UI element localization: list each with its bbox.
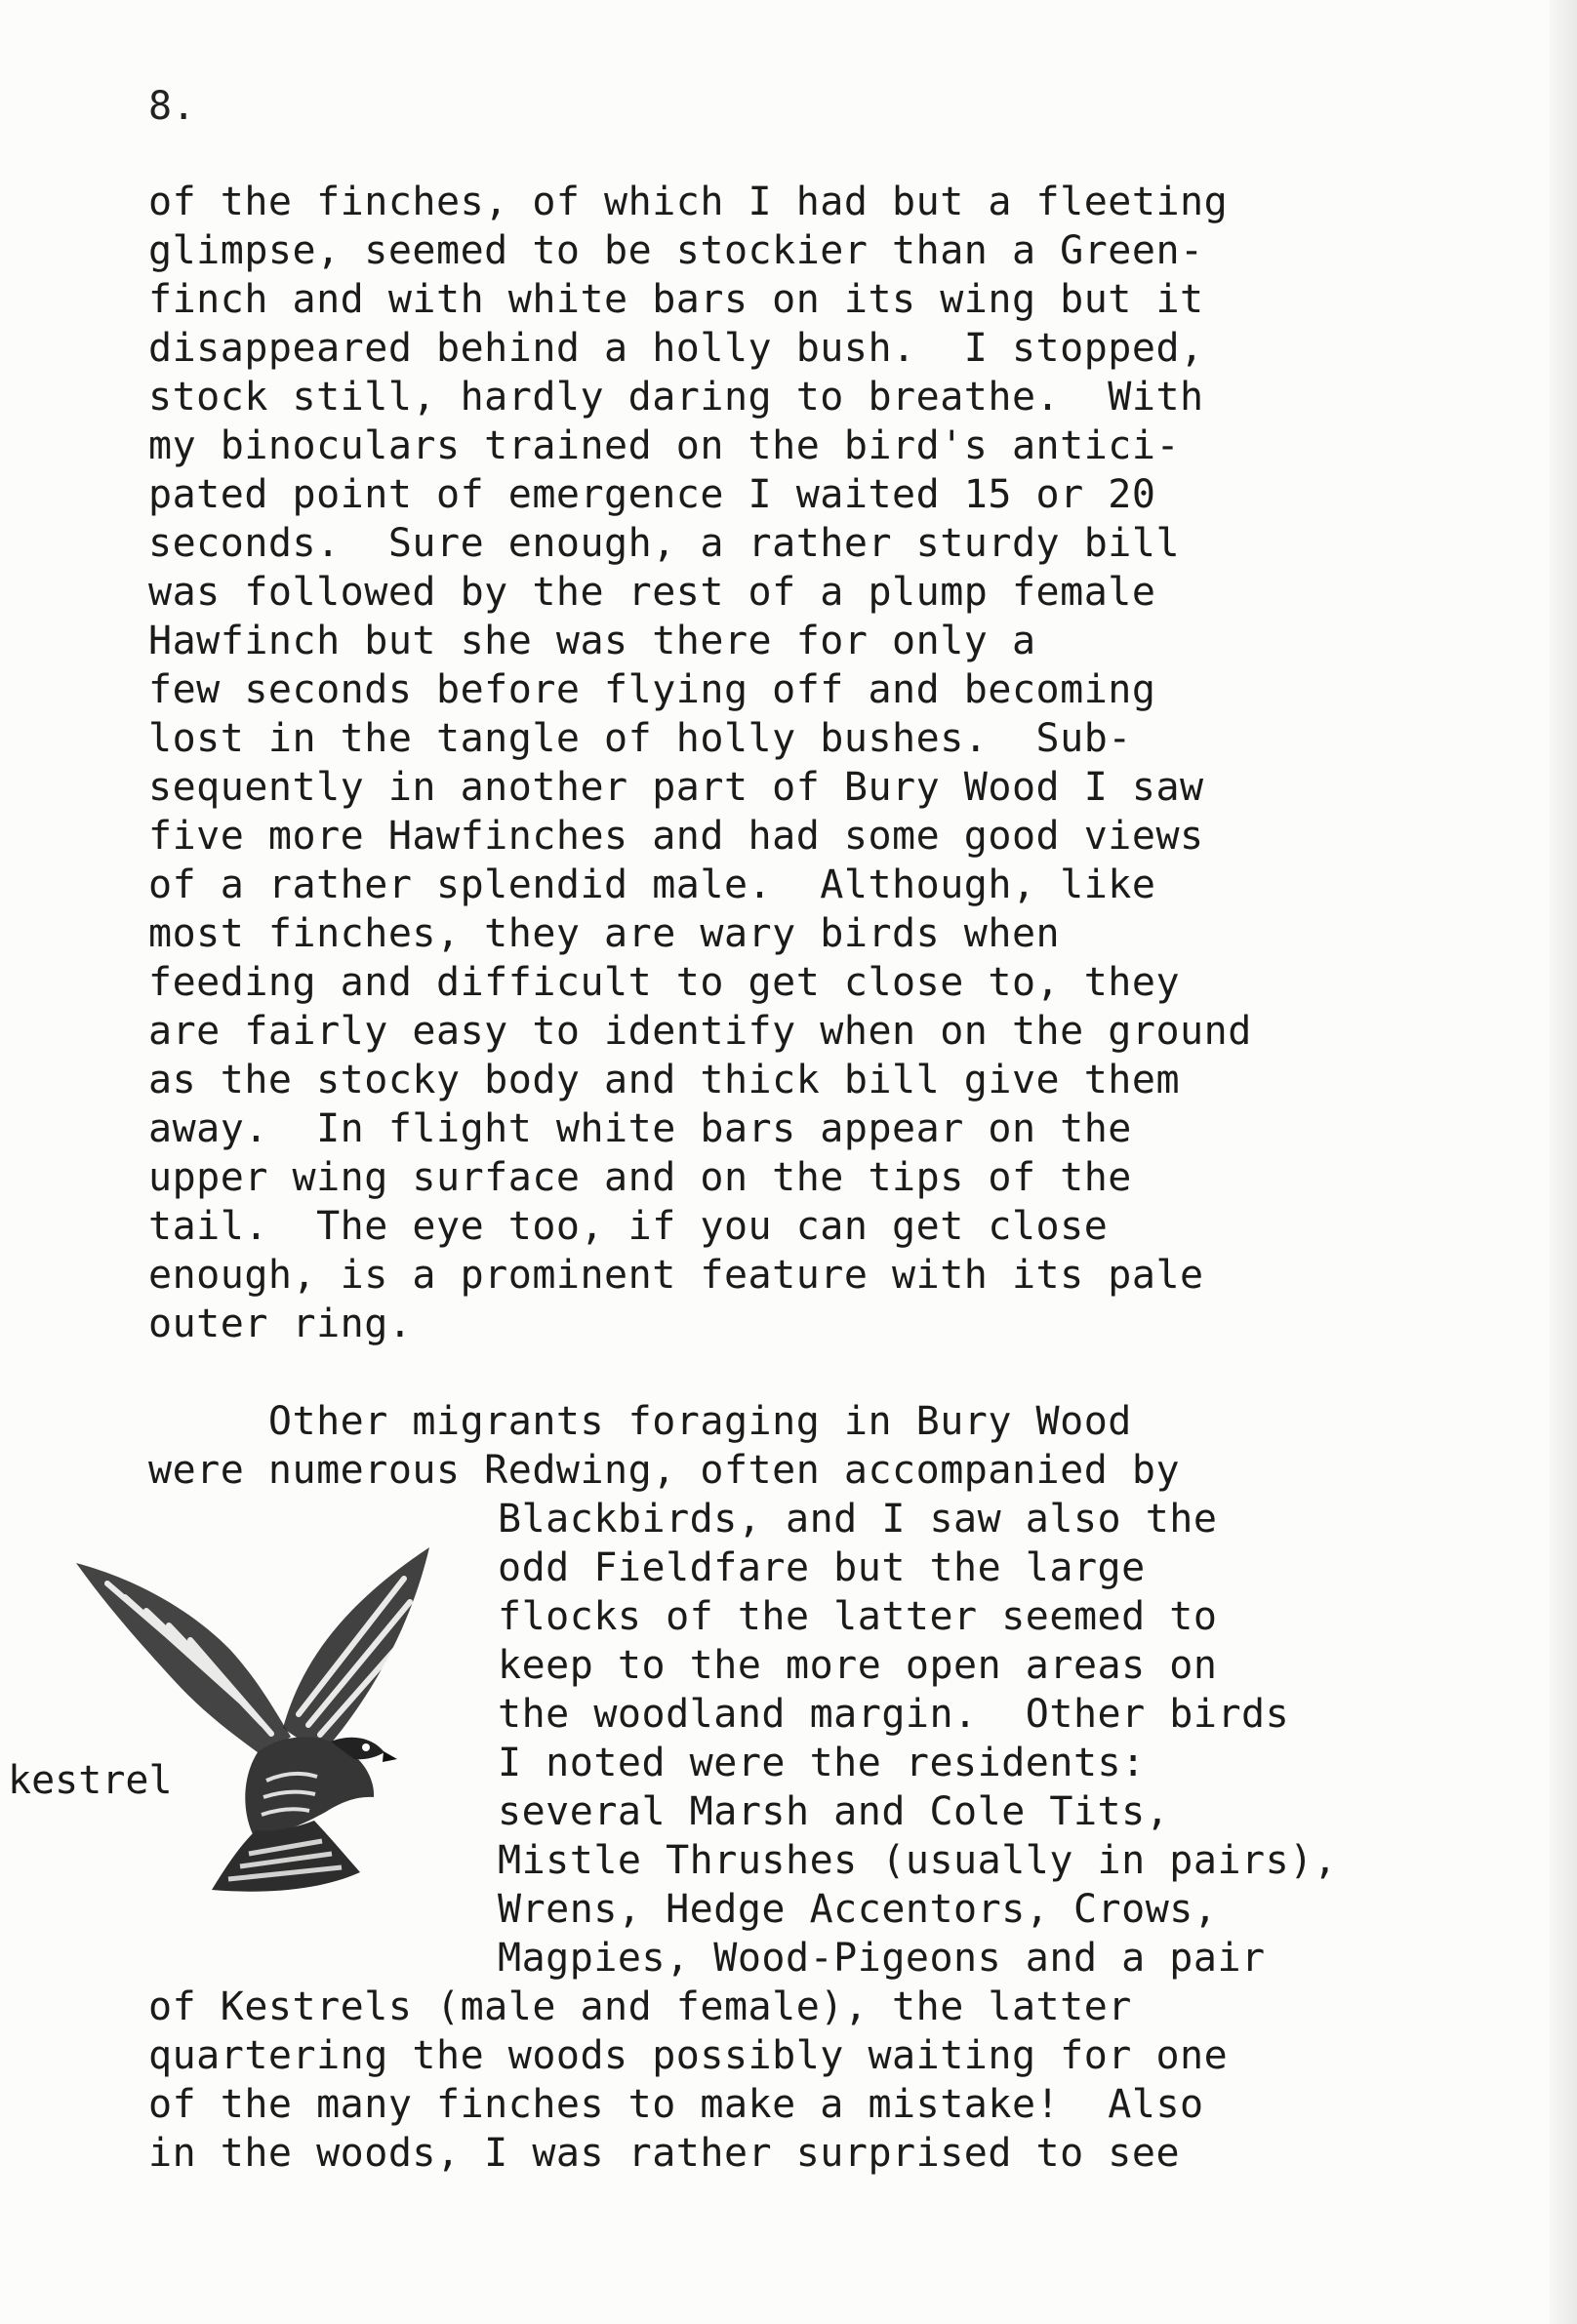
body-line-29: flocks of the latter seemed to [498, 1594, 1218, 1639]
body-line-1: of the finches, of which I had but a fleeting [148, 180, 1229, 224]
body-line-26: were numerous Redwing, often accompanied by [148, 1448, 1181, 1493]
body-line-33: several Marsh and Cole Tits, [498, 1789, 1170, 1834]
body-line-21: upper wing surface and on the tips of the [148, 1155, 1132, 1200]
body-line-30: keep to the more open areas on [498, 1643, 1218, 1688]
body-line-10: Hawfinch but she was there for only a [148, 619, 1036, 663]
body-line-3: finch and with white bars on its wing but it [148, 277, 1204, 322]
body-line-7: pated point of emergence I waited 15 or 20 [148, 472, 1156, 517]
body-line-12: lost in the tangle of holly bushes. Sub- [148, 716, 1132, 761]
body-line-23: enough, is a prominent feature with its pale [148, 1253, 1204, 1298]
body-line-8: seconds. Sure enough, a rather sturdy bill [148, 521, 1181, 566]
body-line-28: odd Fieldfare but the large [498, 1545, 1146, 1590]
body-line-17: feeding and difficult to get close to, they [148, 960, 1181, 1005]
body-line-32: I noted were the residents: [498, 1741, 1146, 1785]
page-number: 8. [148, 84, 196, 129]
body-line-39: of the many finches to make a mistake! Also [148, 2082, 1204, 2127]
body-line-24: outer ring. [148, 1302, 413, 1346]
body-line-31: the woodland margin. Other birds [498, 1692, 1290, 1737]
page-edge-shadow [1550, 0, 1577, 2324]
body-line-37: of Kestrels (male and female), the latter [148, 1984, 1132, 2029]
body-line-27: Blackbirds, and I saw also the [498, 1497, 1218, 1542]
body-line-36: Magpies, Wood-Pigeons and a pair [498, 1936, 1266, 1981]
body-line-9: was followed by the rest of a plump female [148, 570, 1156, 615]
body-line-25: Other migrants foraging in Bury Wood [148, 1399, 1132, 1444]
body-line-6: my binoculars trained on the bird's antici- [148, 423, 1181, 468]
body-line-13: sequently in another part of Bury Wood I saw [148, 765, 1204, 810]
body-line-22: tail. The eye too, if you can get close [148, 1204, 1109, 1249]
body-line-2: glimpse, seemed to be stockier than a Green- [148, 228, 1204, 273]
body-line-20: away. In flight white bars appear on the [148, 1106, 1132, 1151]
body-line-35: Wrens, Hedge Accentors, Crows, [498, 1887, 1218, 1932]
body-line-34: Mistle Thrushes (usually in pairs), [498, 1838, 1338, 1883]
body-line-16: most finches, they are wary birds when [148, 911, 1061, 956]
body-line-4: disappeared behind a holly bush. I stopped, [148, 326, 1204, 371]
body-line-19: as the stocky body and thick bill give them [148, 1058, 1181, 1102]
body-line-40: in the woods, I was rather surprised to see [148, 2131, 1181, 2176]
kestrel-illustration [57, 1542, 466, 1912]
body-line-15: of a rather splendid male. Although, like [148, 862, 1156, 907]
body-line-14: five more Hawfinches and had some good views [148, 814, 1204, 859]
body-line-11: few seconds before flying off and becoming [148, 667, 1156, 712]
body-line-18: are fairly easy to identify when on the ground [148, 1009, 1252, 1054]
body-line-5: stock still, hardly daring to breathe. With [148, 375, 1204, 420]
illustration-caption: kestrel [8, 1758, 173, 1803]
body-line-38: quartering the woods possibly waiting for one [148, 2033, 1229, 2078]
